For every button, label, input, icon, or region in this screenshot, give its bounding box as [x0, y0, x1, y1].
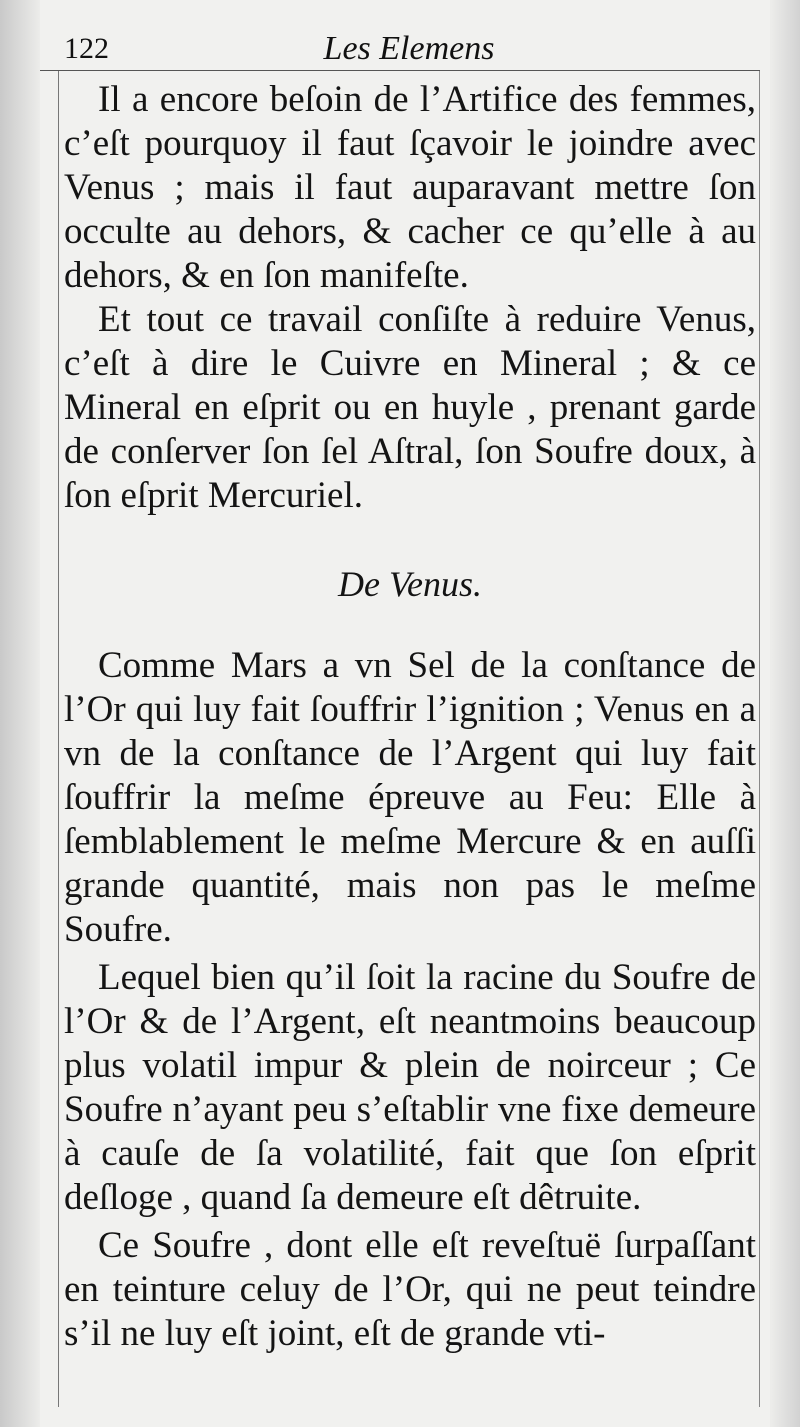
frame-rule-left — [58, 70, 59, 1407]
body-text — [64, 78, 756, 1356]
running-title: Les Elemens — [323, 30, 495, 67]
page-gutter — [0, 0, 40, 1427]
page-edge — [770, 0, 800, 1427]
page-number: 122 — [64, 32, 109, 65]
section-heading: De Venus. — [338, 564, 482, 604]
paragraph-4: Lequel bien qu’il ſoit la racine du Soufre de l’Or & de l’Argent, eſt neantmoins beaucoup plus volatil impur & plein de noirceur ; Ce Soufre n’ayant peu s’eſtablir vne fixe demeure à cauſe de ſa volatilité, fait que ſon eſprit deſloge , quand ſa demeure eſt dêtruite. — [64, 957, 756, 1218]
paragraph-3: Comme Mars a vn Sel de la conſtance de l’Or qui luy fait ſouffrir l’ignition ; Venus en a vn de la conſtance de l’Argent qui luy fait ſouffrir la meſme épreuve au Feu: Elle à ſemblablement le meſme Mercure & en auſſi grande quantité, mais non pas le meſme Soufre. — [64, 645, 756, 950]
frame-rule-right — [759, 70, 760, 1407]
paragraph-2: Et tout ce travail conſiſte à reduire Venus, c’eſt à dire le Cuivre en Mineral ; & ce Mineral en eſprit ou en huyle , prenant garde de conſerver ſon ſel Aſtral, ſon Soufre doux, à ſon eſprit Mercuriel. — [64, 299, 756, 516]
paragraph-5: Ce Soufre , dont elle eſt reveſtuë ſurpaſſant en teinture celuy de l’Or, qui ne peut teindre s’il ne luy eſt joint, eſt de grande vti- — [64, 1225, 756, 1354]
page-header — [58, 30, 760, 70]
header-rule — [40, 70, 760, 71]
paragraph-1: Il a encore beſoin de l’Artifice des femmes, c’eſt pourquoy il faut ſçavoir le joindre avec Venus ; mais il faut auparavant mettre ſon occulte au dehors, & cacher ce qu’elle à au dehors, & en ſon manifeſte. — [64, 79, 756, 296]
